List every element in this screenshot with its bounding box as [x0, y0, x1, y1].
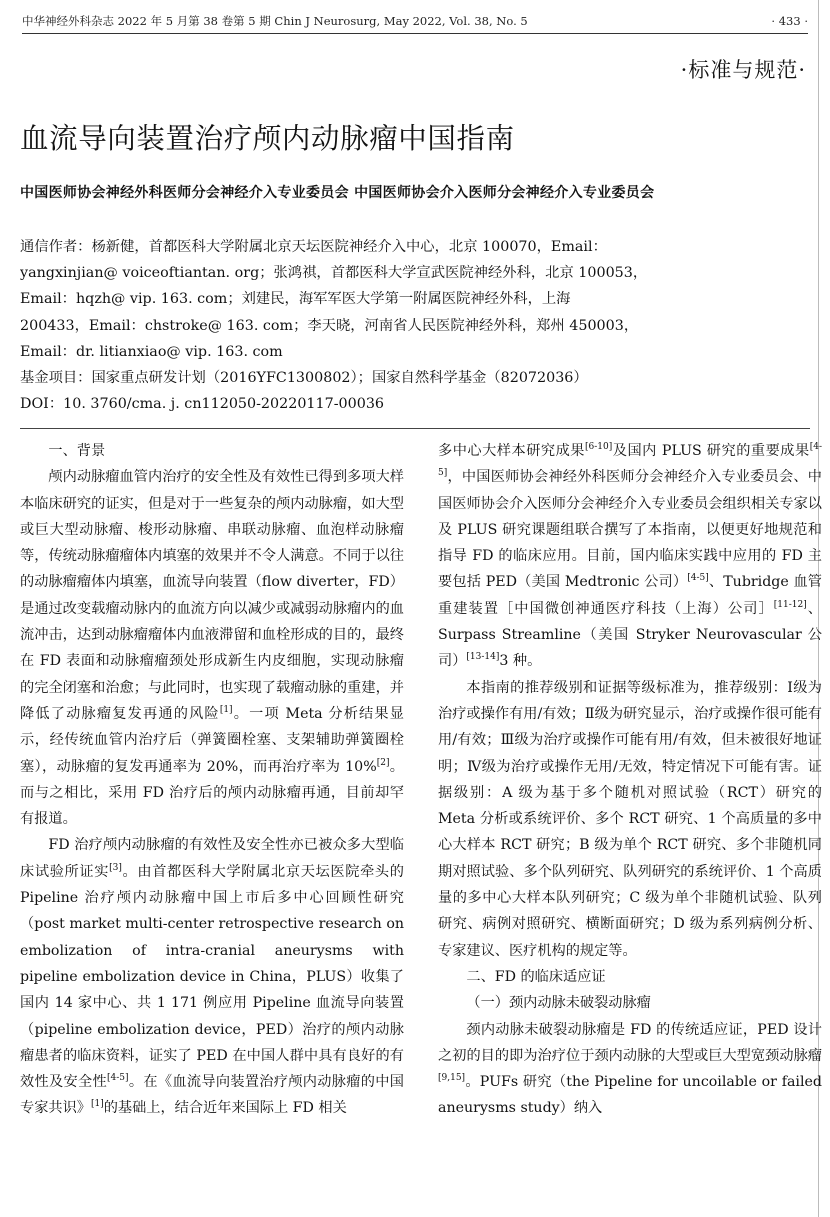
citation[interactable]: [13-14]: [466, 652, 500, 663]
paragraph: [20, 464, 404, 832]
text-run: FD 治疗颅内动脉瘤的有效性及安全性亦已被众多大型临床试验所证实: [20, 837, 404, 880]
citation[interactable]: [4-5]: [687, 573, 709, 584]
text-run: 。由首都医科大学附属北京天坛医院牵头的 Pipeline 治疗颅内动脉瘤中国上市后多中心回顾性研究（post market multi-center retrospective research on embolization of intra-cranial aneurysms with pipeline embolization device in China，PLUS）收集了国内 14 家中心、共 1 171 例应用 Pipeline 血流导向装置（pipeline embolization device，PED）治疗的颅内动脉瘤患者的临床资料，证实了 PED 在中国人群中具有良好的有效性及安全性: [20, 863, 404, 1091]
left-column: [20, 438, 404, 1122]
text-run: 的基础上，结合近年来国际上 FD 相关: [103, 1100, 347, 1117]
correspondence-line: 200433，Email：chstroke@ 163. com；李天晓，河南省人民医院神经外科，郑州 450003，: [20, 317, 639, 334]
citation[interactable]: [4-5]: [107, 1073, 129, 1084]
paragraph: 本指南的推荐级别和证据等级标准为，推荐级别：Ⅰ级为治疗或操作有用/有效；Ⅱ级为研究显示，治疗或操作很可能有用/有效；Ⅲ级为治疗或操作可能有用/有效，但未被很好地证明；Ⅳ级为治疗或操作无用/无效，特定情况下可能有害。证据级别：A 级为基于多个随机对照试验（RCT）研究的 Meta 分析或系统评价、多个 RCT 研究、1 个高质量的多中心大样本 RCT 研究；B 级为单个 RCT 研究、多个非随机同期对照试验、多个队列研究、队列研究的系统评价、1 个高质量的多中心大样本队列研究；C 级为单个非随机试验、队列研究、病例对照研究、横断面研究；D 级为系列病例分析、专家建议、医疗机构的规定等。: [438, 679, 822, 959]
doi: DOI：10. 3760/cma. j. cn112050-20220117-00036: [20, 396, 385, 412]
section-tag: ·标准与规范·: [680, 58, 806, 82]
citation[interactable]: [3]: [109, 862, 122, 873]
text-run: 、Surpass Streamline（美国 Stryker Neurovascular 公司）: [438, 600, 822, 670]
page-number: · 433 ·: [771, 14, 808, 28]
section-heading-indications: 二、FD 的临床适应证: [466, 968, 606, 985]
right-column: [438, 438, 822, 1122]
correspondence-line: Email：dr. litianxiao@ vip. 163. com: [20, 343, 283, 360]
text-run: 。PUFs 研究（the Pipeline for uncoilable or failed aneurysms study）纳入: [438, 1074, 822, 1117]
journal-citation: 中华神经外科杂志 2022 年 5 月第 38 卷第 5 期 Chin J Neurosurg, May 2022, Vol. 38, No. 5: [22, 14, 528, 28]
text-run: ，中国医师协会神经外科医师分会神经介入专业委员会、中国医师协会介入医师分会神经介入专业委员会组织相关专家以及 PLUS 研究课题组联合撰写了本指南，以便更好地规范和指导 FD 的临床应用。目前，国内临床实践中应用的 FD 主要包括 PED（美国 Medtronic 公司）: [438, 469, 822, 591]
text-run: 及国内 PLUS 研究的重要成果: [612, 443, 810, 459]
running-head: [22, 12, 808, 30]
paragraph: [438, 438, 822, 675]
citation[interactable]: [11-12]: [773, 599, 807, 610]
paragraph: [20, 832, 404, 1121]
text-run: 。一项 Meta 分析结果显示，经传统血管内治疗后（弹簧圈栓塞、支架辅助弹簧圈栓塞），动脉瘤的复发再通率为 20%，而再治疗率为 10%: [20, 705, 404, 775]
citation[interactable]: [1]: [90, 1099, 104, 1110]
body-rule: [20, 428, 810, 429]
text-run: 。而与之相比，采用 FD 治疗后的颅内动脉瘤再通，目前却罕有报道。: [20, 758, 404, 828]
correspondence-line: Email：hqzh@ vip. 163. com；刘建民，海军军医大学第一附属医院神经外科，上海: [20, 291, 571, 308]
citation[interactable]: [9,15]: [438, 1073, 466, 1084]
citation[interactable]: [6-10]: [585, 442, 613, 452]
citation[interactable]: [4-5]: [438, 442, 822, 479]
correspondence-line: yangxinjian@ voiceoftiantan. org；张鸿祺，首都医科大学宣武医院神经外科，北京 100053，: [20, 265, 648, 282]
funding: 基金项目：国家重点研发计划（2016YFC1300802）；国家自然科学基金（82072036）: [20, 370, 588, 386]
citation[interactable]: [1]: [219, 704, 233, 715]
paragraph: [438, 1017, 822, 1122]
subsection-heading: （一）颈内动脉未破裂动脉瘤: [466, 995, 651, 1012]
correspondence-line: 通信作者：杨新健，首都医科大学附属北京天坛医院神经介入中心，北京 100070，Email：: [20, 239, 607, 255]
text-run: 多中心大样本研究成果: [438, 443, 586, 459]
text-run: 颅内动脉瘤血管内治疗的安全性及有效性已得到多项大样本临床研究的证实，但是对于一些复杂的颅内动脉瘤，如大型或巨大型动脉瘤、梭形动脉瘤、串联动脉瘤、血泡样动脉瘤等，传统动脉瘤瘤体内填塞的效果并不令人满意。不同于以往的动脉瘤瘤体内填塞，血流导向装置（flow diverter，FD）是通过改变载瘤动脉内的血流方向以减少或减弱动脉瘤内的血流冲击，达到动脉瘤瘤体内血液滞留和血栓形成的目的，最终在 FD 表面和动脉瘤瘤颈处形成新生内皮细胞，实现动脉瘤的完全闭塞和治愈；与此同时，也实现了载瘤动脉的重建，并降低了动脉瘤复发再通的风险: [20, 469, 404, 722]
text-run: 、Tubridge 血管重建装置［中国微创神通医疗科技（上海）公司］: [438, 574, 822, 617]
correspondence: [20, 234, 800, 365]
text-run: 颈内动脉未破裂动脉瘤是 FD 的传统适应证，PED 设计之初的目的即为治疗位于颈内动脉的大型或巨大型宽颈动脉瘤: [438, 1021, 822, 1064]
authors: 中国医师协会神经外科医师分会神经介入专业委员会 中国医师协会介入医师分会神经介入专业委员会: [20, 185, 655, 201]
section-heading-background: 一、背景: [48, 443, 106, 459]
citation[interactable]: [2]: [376, 757, 390, 768]
text-run: 3 种。: [499, 653, 542, 670]
header-rule: [22, 33, 808, 34]
article-title: 血流导向装置治疗颅内动脉瘤中国指南: [20, 122, 515, 155]
text-run: 。在《血流导向装置治疗颅内动脉瘤的中国专家共识》: [20, 1074, 404, 1117]
